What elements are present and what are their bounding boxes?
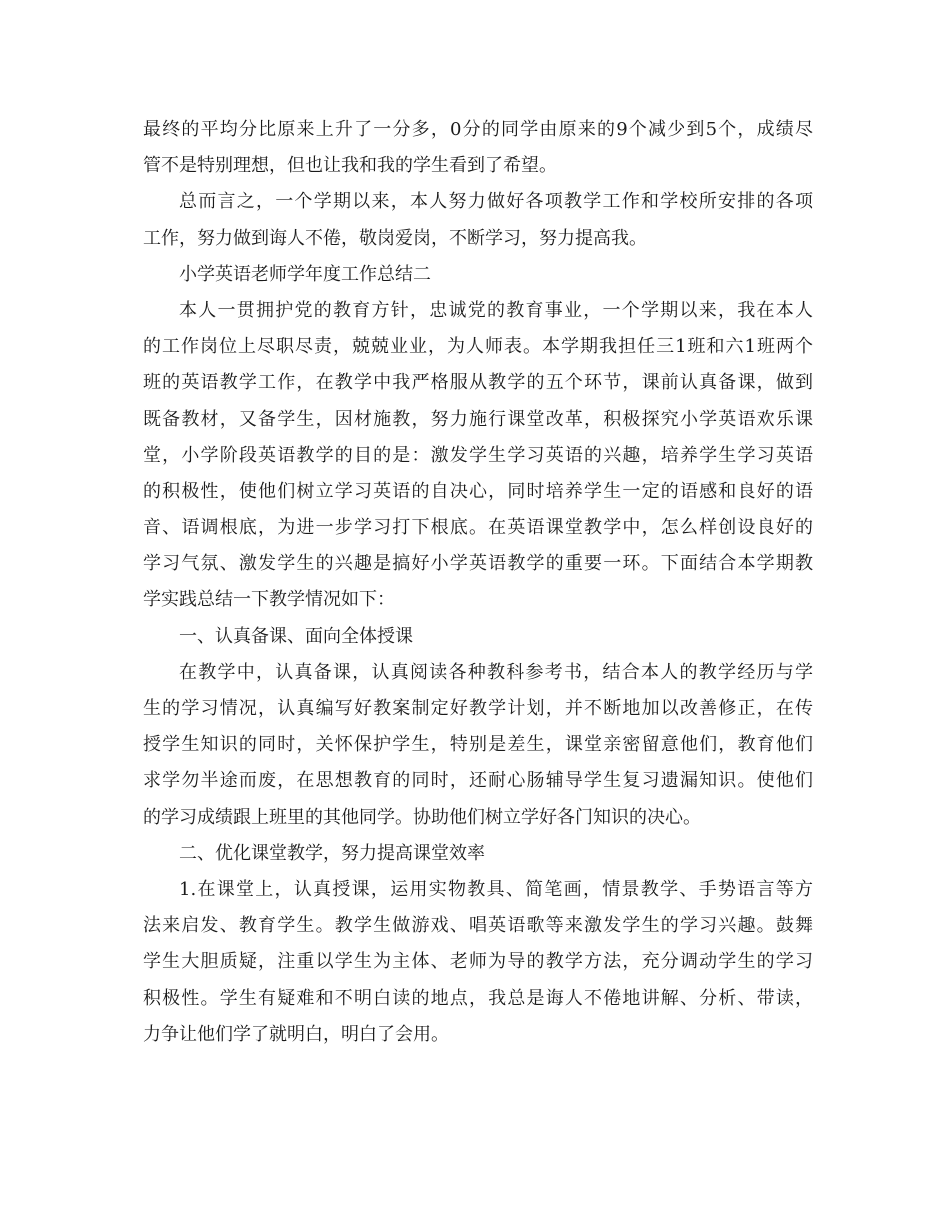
text-line: 总而言之，一个学期以来，本人努力做好各项教学工作和学校所安排的各项 <box>179 191 813 213</box>
text-line: 工作，努力做到诲人不倦，敬岗爱岗，不断学习，努力提高我。 <box>143 227 647 249</box>
text-line: 音、语调根底，为进一步学习打下根底。在英语课堂教学中，怎么样创设良好的 <box>143 517 813 539</box>
text-line: 管不是特别理想，但也让我和我的学生看到了希望。 <box>143 155 557 177</box>
text-line: 小学英语老师学年度工作总结二 <box>179 263 431 285</box>
text-line: 堂，小学阶段英语教学的目的是：激发学生学习英语的兴趣，培养学生学习英语 <box>143 444 813 466</box>
text-line: 学生大胆质疑，注重以学生为主体、老师为导的教学方法，充分调动学生的学习 <box>143 951 813 973</box>
text-line: 的积极性，使他们树立学习英语的自决心，同时培养学生一定的语感和良好的语 <box>143 480 813 502</box>
text-line: 二、优化课堂教学，努力提高课堂效率 <box>179 842 485 864</box>
text-line: 1.在课堂上，认真授课，运用实物教具、简笔画，情景教学、手势语言等方 <box>179 878 813 900</box>
text-line: 求学勿半途而废，在思想教育的同时，还耐心肠辅导学生复习遗漏知识。使他们 <box>143 770 813 792</box>
document-body <box>143 112 813 1053</box>
text-line: 最终的平均分比原来上升了一分多，0分的同学由原来的9个减少到5个，成绩尽 <box>143 119 813 140</box>
text-line: 授学生知识的同时，关怀保护学生，特别是差生，课堂亲密留意他们，教育他们 <box>143 734 813 756</box>
text-line: 法来启发、教育学生。教学生做游戏、唱英语歌等来激发学生的学习兴趣。鼓舞 <box>143 915 813 937</box>
text-line: 既备教材，又备学生，因材施教，努力施行课堂改革，积极探究小学英语欢乐课 <box>143 408 813 430</box>
text-line: 力争让他们学了就明白，明白了会用。 <box>143 1023 449 1045</box>
text-line: 积极性。学生有疑难和不明白读的地点，我总是诲人不倦地讲解、分析、带读， <box>143 987 813 1009</box>
text-line: 一、认真备课、面向全体授课 <box>179 625 413 647</box>
text-line: 学实践总结一下教学情况如下： <box>143 589 395 611</box>
text-line: 的学习成绩跟上班里的其他同学。协助他们树立学好各门知识的决心。 <box>143 806 701 828</box>
text-line: 在教学中，认真备课，认真阅读各种教科参考书，结合本人的教学经历与学 <box>179 661 813 683</box>
text-line: 本人一贯拥护党的教育方针，忠诚党的教育事业，一个学期以来，我在本人 <box>179 299 813 321</box>
text-line: 班的英语教学工作，在教学中我严格服从教学的五个环节，课前认真备课，做到 <box>143 372 813 394</box>
text-line: 的工作岗位上尽职尽责，兢兢业业，为人师表。本学期我担任三1班和六1班两个 <box>143 336 813 358</box>
text-line: 生的学习情况，认真编写好教案制定好教学计划，并不断地加以改善修正，在传 <box>143 698 813 719</box>
text-line: 学习气氛、激发学生的兴趣是搞好小学英语教学的重要一环。下面结合本学期教 <box>143 553 813 575</box>
